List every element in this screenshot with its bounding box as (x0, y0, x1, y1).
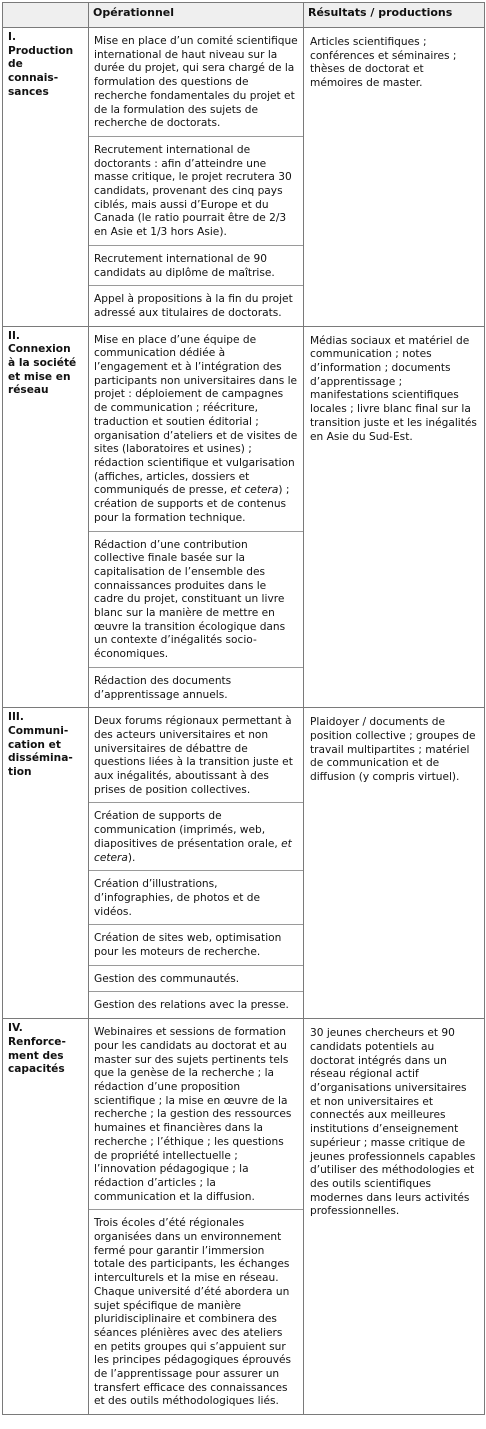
axis-line: Communi- (8, 724, 69, 737)
operations-cell (89, 28, 304, 327)
axis-line: ment des (8, 1049, 64, 1062)
axis-line: à la société (8, 357, 77, 370)
operation-item: Gestion des communautés. (89, 965, 303, 992)
axis-line: sances (8, 85, 49, 98)
axis-line: capacités (8, 1063, 65, 1076)
axis-line: tion (8, 766, 32, 779)
results-cell: Plaidoyer / documents de position collective ; groupes de travail multipartites ; matériel de communication et de diffusion (y compris virtuel). (304, 708, 485, 1019)
header-operational: Opérationnel (89, 3, 304, 28)
emphasis-text: et cetera (230, 484, 279, 497)
operation-item: Webinaires et sessions de formation pour les candidats au doctorat et au master sur des sujets pertinents tels que la genèse de la recherche ; la rédaction d’une proposition scientifique ; la mise en œuvre de la recherche ; la gestion des ressources humaines et financières dans la recherche ; l’éthique ; les questions de propriété intellectuelle ; l’innovation pédagogique ; la rédaction d’articles ; la communication et la diffusion. (94, 1026, 292, 1203)
table-row (3, 28, 485, 327)
table-row (3, 326, 485, 708)
axis-line: dissémina- (8, 752, 73, 765)
operation-item: Deux forums régionaux permettant à des acteurs universitaires et non universitaires de débattre de questions liées à la transition juste et aux inégalités, aboutissant à des prises de position collectives. (94, 715, 293, 796)
table-row (3, 708, 485, 1019)
results-cell: 30 jeunes chercheurs et 90 candidats potentiels au doctorat intégrés dans un réseau régional actif d’organisations universitaires et non universitaires et connectés aux meilleures institutions d’enseignement supérieur ; masse critique de jeunes professionnels capables d’utiliser des méthodologies et des outils scientifiques modernes dans leurs activités professionnelles. (304, 1019, 485, 1415)
operation-item: Mise en place d’un comité scientifique international de haut niveau sur la durée du projet, qui sera chargé de la formulation des questions de recherche fondamentales du projet et de la formulation des sujets de recherche de doctorats. (94, 35, 298, 130)
axis-line: IV. (8, 1022, 23, 1035)
axis-line: réseau (8, 384, 49, 397)
axis-line: Connexion (8, 343, 71, 356)
axis-line: et mise en (8, 370, 71, 383)
operation-item: Création d’illustrations, d’infographies, de photos et de vidéos. (89, 870, 303, 924)
axis-line: connais- (8, 72, 59, 85)
axis-line: de (8, 58, 23, 71)
operations-cell (89, 326, 304, 708)
operation-item: Recrutement international de doctorants : afin d’atteindre une masse critique, le projet recrutera 30 candidats, provenant des cinq pays ciblés, mais aussi d’Europe et du Canada (le ratio pourrait être de 2/3 en Asie et 1/3 hors Asie). (89, 136, 303, 245)
operation-item: Gestion des relations avec la presse. (89, 991, 303, 1018)
operation-item: Création de supports de communication (imprimés, web, diapositives de présentation orale, et cetera). (89, 802, 303, 870)
axis-cell (3, 1019, 89, 1415)
axis-line: II. (8, 329, 20, 342)
header-axis-cell (3, 3, 89, 28)
axis-line: Production (8, 44, 74, 57)
axis-cell (3, 28, 89, 327)
axis-cell (3, 326, 89, 708)
operations-cell (89, 1019, 304, 1415)
table-row (3, 1019, 485, 1415)
header-row (3, 3, 485, 28)
results-cell: Articles scientifiques ; conférences et séminaires ; thèses de doctorat et mémoires de master. (304, 28, 485, 327)
header-results: Résultats / productions (304, 3, 485, 28)
operation-item: Trois écoles d’été régionales organisées dans un environnement fermé pour garantir l’immersion totale des participants, les échanges interculturels et la mise en réseau. Chaque université d’été abordera un sujet spécifique de manière pluridisciplinaire et combinera des séances plénières avec des ateliers en petits groupes qui s’appuient sur les principes pédagogiques éprouvés de l’apprentissage pour assurer un transfert efficace des connaissances et des outils méthodologiques liés. (89, 1209, 303, 1414)
operation-item: Recrutement international de 90 candidats au diplôme de maîtrise. (89, 245, 303, 285)
axis-line: III. (8, 711, 24, 724)
axis-line: cation et (8, 738, 61, 751)
table-wrapper (2, 2, 484, 1415)
operation-item: Appel à propositions à la fin du projet adressé aux titulaires de doctorats. (89, 285, 303, 325)
operation-item: Création de sites web, optimisation pour les moteurs de recherche. (89, 924, 303, 964)
operations-cell (89, 708, 304, 1019)
operation-item: Rédaction des documents d’apprentissage annuels. (89, 667, 303, 707)
activities-table (2, 2, 485, 1415)
results-cell: Médias sociaux et matériel de communication ; notes d’information ; documents d’apprentissage ; manifestations scientifiques locales ; livre blanc final sur la transition juste et les inégalités en Asie du Sud-Est. (304, 326, 485, 708)
axis-line: Renforce- (8, 1035, 66, 1048)
axis-line: I. (8, 31, 16, 43)
axis-cell (3, 708, 89, 1019)
emphasis-text: et cetera (94, 837, 292, 864)
operation-item: Rédaction d’une contribution collective finale basée sur la capitalisation de l’ensemble des connaissances produites dans le cadre du projet, constituant un livre blanc sur la manière de mettre en œuvre la transition écologique dans un contexte d’inégalités socio-économiques. (89, 531, 303, 667)
operation-item: Mise en place d’une équipe de communication dédiée à l’engagement et à l’intégration des participants non universitaires dans le projet : déploiement de campagnes de communication ; réécriture, traduction et soutien éditorial ; organisation d’ateliers et de visites de sites (laboratoires et usines) ; rédaction scientifique et vulgarisation (affiches, articles, dossiers et communiqués de presse, et cetera) ; création de supports et de contenus pour la formation technique. (94, 333, 298, 524)
